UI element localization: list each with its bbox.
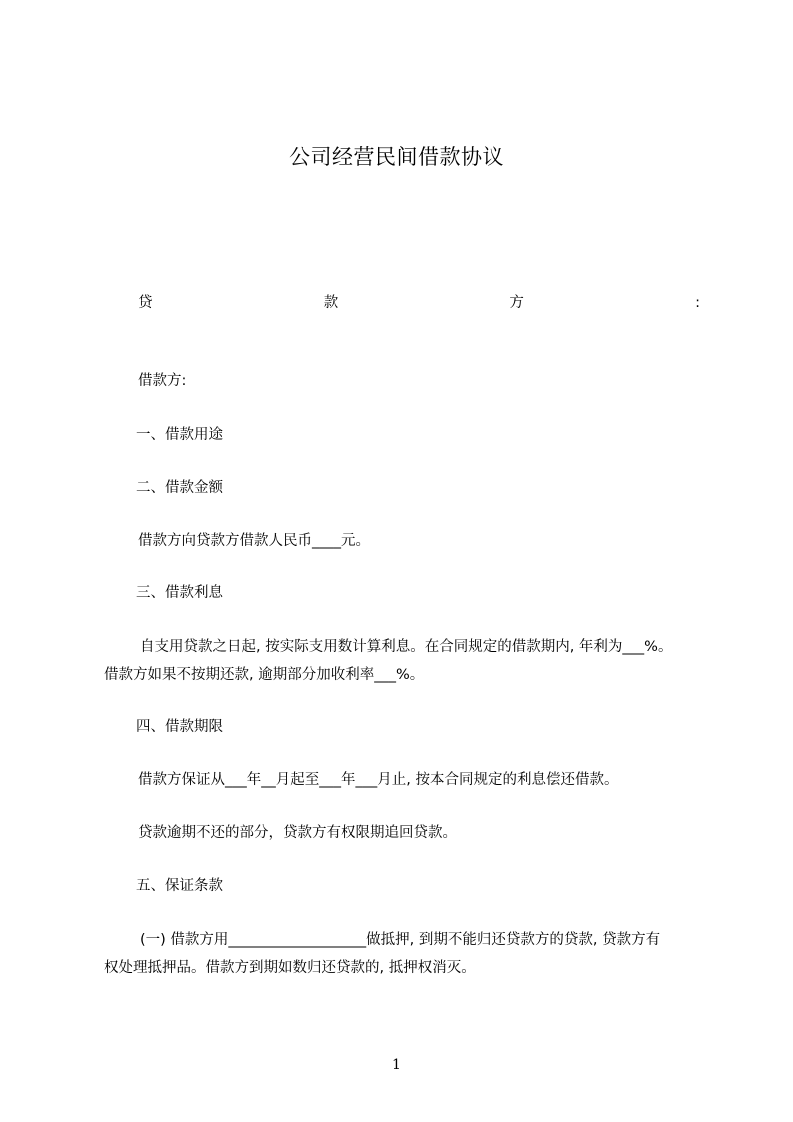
lender-char-2: 款 — [323, 295, 339, 311]
section-5-item-1-line-1: (一) 借款方用___________________做抵押, 到期不能归还贷款方的贷款, 贷款方有 — [140, 932, 661, 948]
lender-char-1: 贷 — [138, 295, 153, 311]
section-3-line-2: 借款方如果不按期还款, 逾期部分加收利率___%。 — [104, 667, 425, 683]
section-4-text-1: 借款方保证从___年__月起至___年___月止, 按本合同规定的利息偿还借款。 — [138, 772, 619, 788]
section-3-paragraph — [104, 633, 704, 689]
section-2-heading: 二、借款金额 — [136, 480, 223, 496]
section-1-heading: 一、借款用途 — [136, 427, 223, 443]
section-5-item-1 — [104, 926, 704, 982]
borrower-line: 借款方: — [138, 373, 187, 389]
lender-line — [138, 292, 700, 314]
document-title: 公司经营民间借款协议 — [289, 145, 504, 169]
section-4-text-2: 贷款逾期不还的部分，贷款方有权限期追回贷款。 — [138, 825, 457, 841]
section-5-item-1-line-2: 权处理抵押品。借款方到期如数归还贷款的, 抵押权消灭。 — [104, 960, 476, 976]
section-4-heading: 四、借款期限 — [136, 719, 223, 735]
section-2-text: 借款方向贷款方借款人民币____元。 — [138, 533, 370, 549]
section-3-heading: 三、借款利息 — [136, 585, 223, 601]
section-5-heading: 五、保证条款 — [136, 878, 223, 894]
lender-colon: : — [695, 295, 700, 311]
lender-char-3: 方 — [509, 295, 524, 311]
section-3-line-1: 自支用贷款之日起, 按实际支用数计算利息。在合同规定的借款期内, 年利为___%。 — [140, 639, 673, 655]
page-number: 1 — [392, 1057, 401, 1073]
